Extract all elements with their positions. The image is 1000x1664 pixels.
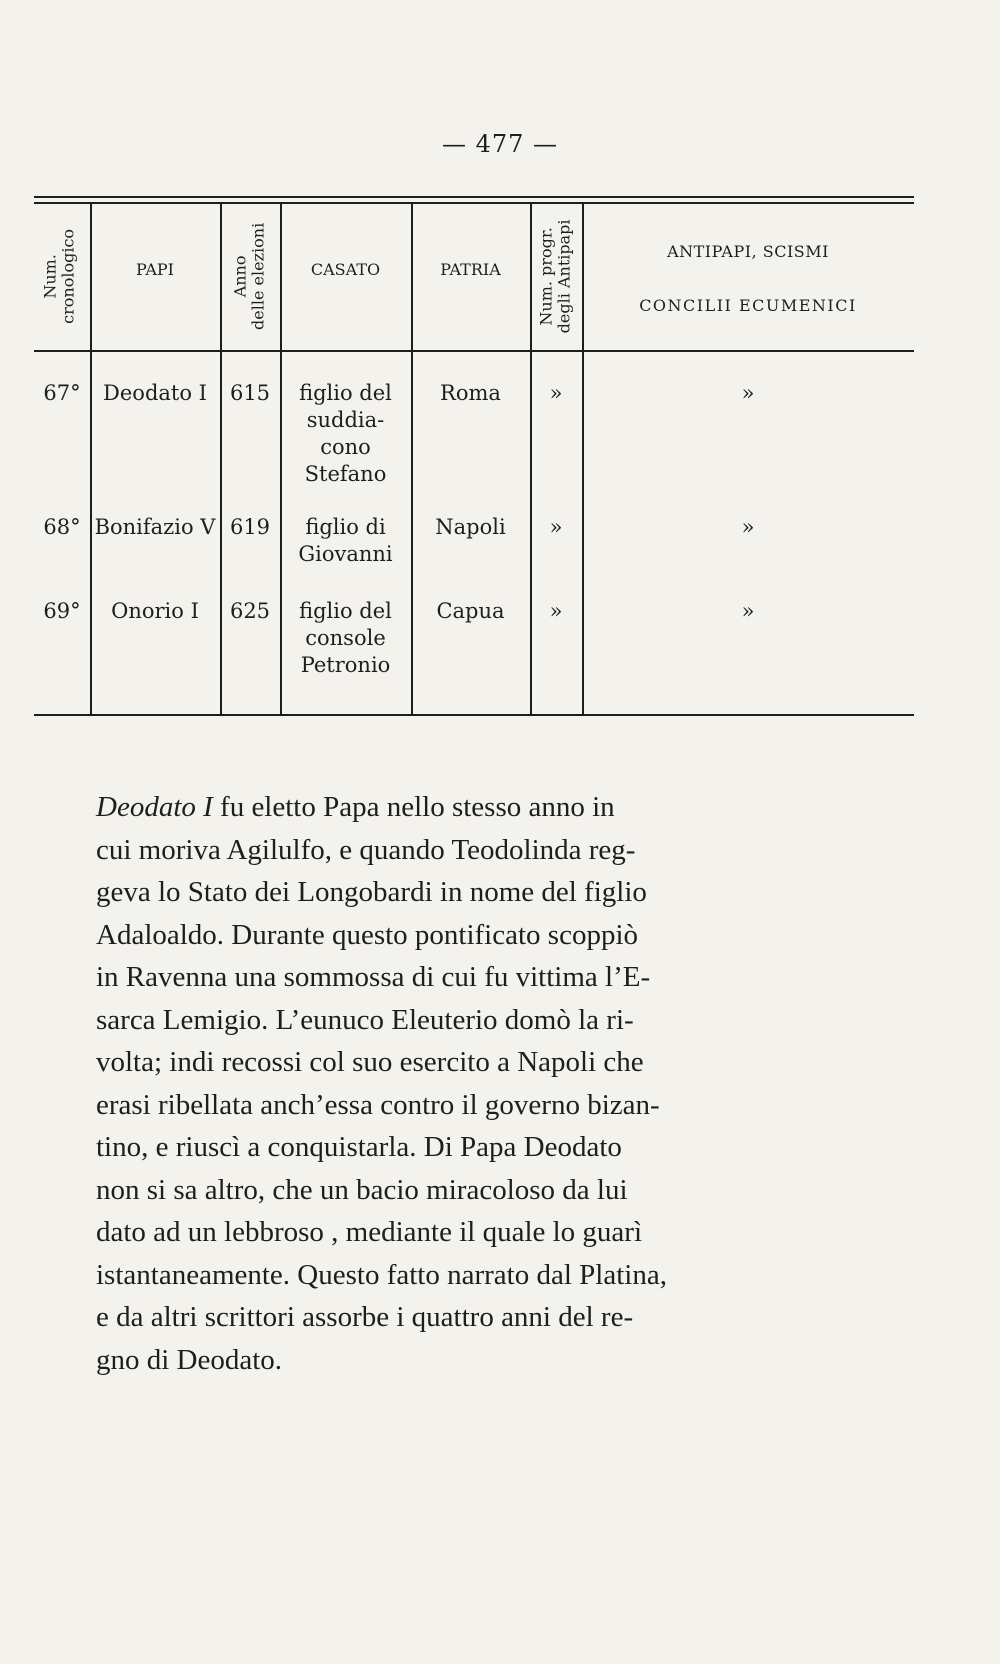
header-antinum [538,206,575,346]
paragraph-line: gno di Deodato. [96,1343,283,1376]
header-anno-line2: delle elezioni [249,222,268,330]
row3-num: 69° [43,599,81,623]
col-divider [530,202,532,714]
header-antinum-line1: Num. progr. [536,227,556,326]
header-num-line1: Num. [40,254,60,299]
row3-antipapi: » [741,599,755,623]
row2-casato [280,514,411,568]
paragraph-line-text: fu eletto Papa nello stesso anno in [212,791,615,823]
row2-casato-line: figlio di [305,515,386,539]
header-num-line2: cronologico [59,228,78,324]
row2-num: 68° [43,515,81,539]
row2-casato-line: Giovanni [298,542,393,566]
paragraph-line: in Ravenna una sommossa di cui fu vittima l’E- [96,961,651,993]
paragraph-line: tino, e riuscì a conquistarla. Di Papa Deodato [96,1131,622,1163]
header-anno [232,206,269,346]
row2-antipapi: » [741,515,755,539]
header-antipapi-line1: ANTIPAPI, SCISMI [667,242,829,261]
paragraph-line: cui moriva Agilulfo, e quando Teodolinda reg- [96,833,636,866]
row1-anno: 615 [229,381,271,405]
table-bottom-rule [34,714,914,716]
header-antipapi-line2: CONCILII ECUMENICI [639,296,857,315]
row3-patria: Capua [436,599,505,623]
header-rule [34,350,914,352]
header-antinum-line2: degli Antipapi [555,219,574,334]
paragraph-line: istantaneamente. Questo fatto narrato dal Platina, [96,1258,667,1291]
paragraph-line: geva lo Stato dei Longobardi in nome del figlio [96,876,647,908]
row1-antinum: » [549,381,563,405]
popes-table [34,196,914,718]
page-number: — 477 — [441,130,559,158]
row1-num: 67° [43,381,81,405]
row3-antinum: » [549,599,563,623]
row2-antinum: » [549,515,563,539]
row3-casato-line: figlio del [299,599,392,623]
col-divider [582,202,584,714]
header-papi: PAPI [136,260,174,279]
row1-casato-line: Stefano [304,462,387,486]
row3-casato-line: console [305,626,386,650]
row1-patria: Roma [440,381,501,405]
paragraph-line: Adaloaldo. Durante questo pontificato scoppiò [96,918,639,951]
body-paragraph [96,786,854,1381]
row3-casato [280,598,411,679]
row1-casato [280,380,411,488]
paragraph-line: dato ad un lebbroso , mediante il quale lo guarì [96,1216,643,1248]
table-top-rule-2 [34,202,914,204]
row2-patria: Napoli [435,515,506,539]
row1-papa: Deodato I [103,381,207,405]
paragraph-line [96,786,854,829]
row1-casato-line: cono [320,435,371,459]
header-casato: CASATO [310,260,381,279]
row1-casato-line: suddia- [306,408,385,432]
col-divider [220,202,222,714]
row2-papa: Bonifazio V [94,515,216,539]
row2-anno: 619 [229,515,271,539]
row1-antipapi: » [741,381,755,405]
row1-casato-line: figlio del [299,381,392,405]
paragraph-line: volta; indi recossi col suo esercito a Napoli che [96,1046,644,1078]
row3-anno: 625 [229,599,271,623]
paragraph-line: e da altri scrittori assorbe i quattro anni del re- [96,1301,634,1333]
paragraph-line: sarca Lemigio. L’eunuco Eleuterio domò la ri- [96,1003,634,1036]
paragraph-line: erasi ribellata anch’essa contro il governo bizan- [96,1088,660,1121]
italic-lead: Deodato I [96,791,213,823]
paragraph-line: non si sa altro, che un bacio miracoloso da lui [96,1173,628,1206]
table-top-rule [34,196,914,198]
row3-casato-line: Petronio [300,653,391,677]
row3-papa: Onorio I [111,599,199,623]
header-patria: PATRIA [440,260,501,279]
header-num [42,206,79,346]
header-anno-line1: Anno [230,255,250,298]
